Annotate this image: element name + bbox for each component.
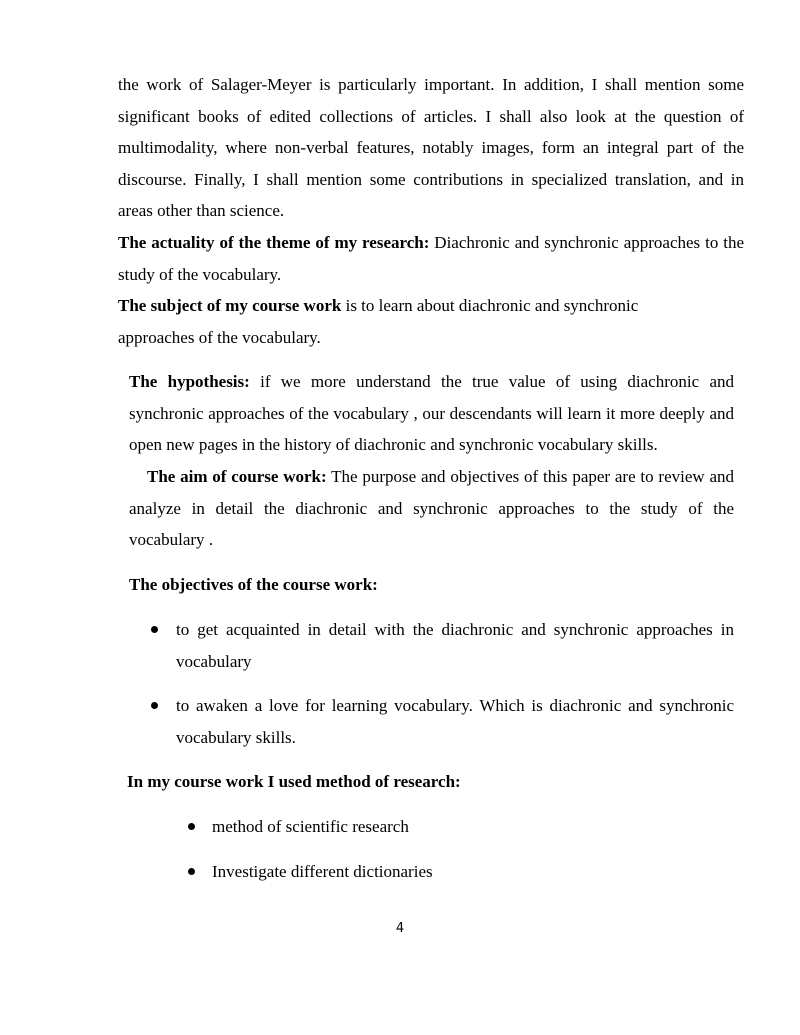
hypothesis-text: if we more understand the true value of using diachronic and synchronic approaches of the vocabulary , our descendants will learn it more deeply and open new pages in the history of diachronic and synchronic vocabulary skills. <box>129 372 734 454</box>
aim-text: The purpose and objectives of this paper are to review and analyze in detail the diachronic and synchronic approaches to the study of the vocabulary . <box>129 467 734 549</box>
bullet-icon <box>188 823 195 830</box>
objectives-heading: The objectives of the course work: <box>129 575 378 594</box>
subject-label: The subject of my course work <box>118 296 342 315</box>
methods-heading: In my course work I used method of research: <box>127 772 461 791</box>
page-number: 4 <box>395 921 405 936</box>
hypothesis-label: The hypothesis: <box>129 372 250 391</box>
objective-item: to get acquainted in detail with the diachronic and synchronic approaches in vocabulary <box>176 620 734 671</box>
hypothesis-paragraph <box>129 366 734 461</box>
method-item: method of scientific research <box>212 817 409 836</box>
bullet-icon <box>151 626 158 633</box>
method-item: Investigate different dictionaries <box>212 862 433 881</box>
bullet-icon <box>188 868 195 875</box>
subject-text: is to learn about diachronic and synchronic approaches of the vocabulary. <box>118 296 639 347</box>
actuality-paragraph <box>118 227 744 290</box>
aim-label: The aim of course work: <box>147 467 327 486</box>
actuality-text: Diachronic and synchronic approaches to the study of the vocabulary. <box>118 233 745 284</box>
subject-paragraph <box>118 290 708 353</box>
actuality-label: The actuality of the theme of my research: <box>118 233 430 252</box>
bullet-icon <box>151 702 158 709</box>
aim-paragraph <box>129 461 734 556</box>
objective-item: to awaken a love for learning vocabulary. Which is diachronic and synchronic vocabulary skills. <box>176 696 734 747</box>
intro-paragraph: the work of Salager-Meyer is particularly important. In addition, I shall mention some significant books of edited collections of articles. I shall also look at the question of multimodality, where non-verbal features, notably images, form an integral part of the discourse. Finally, I shall mention some contributions in specialized translation, and in areas other than science. <box>118 75 744 220</box>
